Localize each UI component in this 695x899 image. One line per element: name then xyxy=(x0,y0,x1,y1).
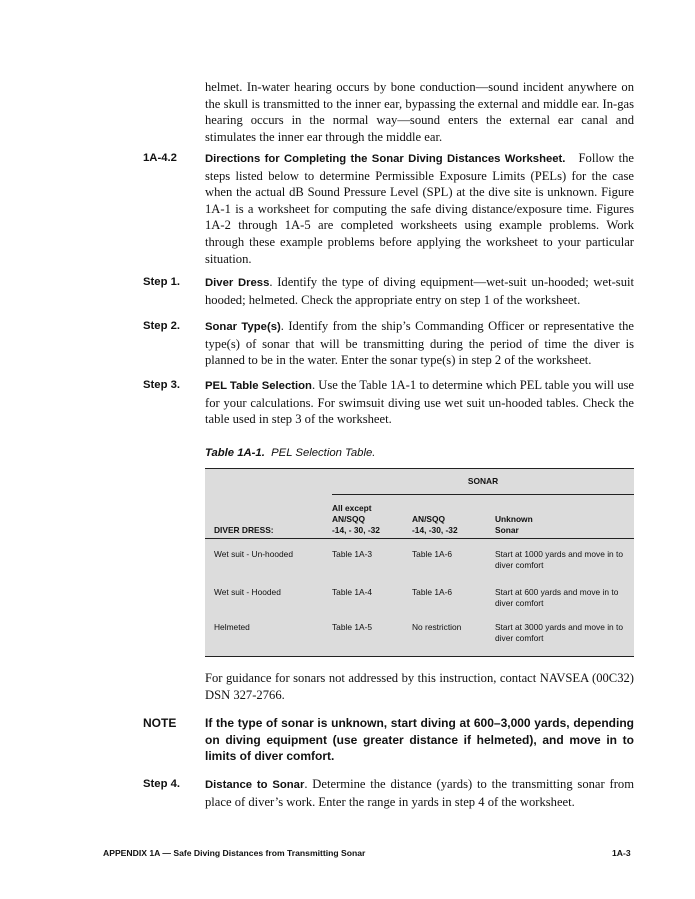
section-number: 1A-4.2 xyxy=(143,152,177,164)
table-caption-title: PEL Selection Table. xyxy=(271,447,376,459)
row-2-an-sqq: Table 1A-6 xyxy=(412,586,453,597)
table-caption xyxy=(205,447,375,459)
col-header-an-sqq: AN/SQQ -14, -30, -32 xyxy=(412,495,495,539)
step-2-text: . Identify from the ship’s Commanding Officer or representative the type(s) of sonar that will be transmitting during the period of time the diver is planned to be in the water. Enter the sonar type(s) in step 2 of the worksheet. xyxy=(205,319,634,368)
step-4-paragraph xyxy=(205,776,634,810)
step-1-label: Step 1. xyxy=(143,276,181,288)
table-row xyxy=(205,538,634,574)
row-2-dress: Wet suit - Hooded xyxy=(214,586,281,597)
note-text: If the type of sonar is unknown, start diving at 600–3,000 yards, depending on diving equipment (use greater distance if helmeted), and move in to limits of diver comfort. xyxy=(205,716,634,764)
step-4-label: Step 4. xyxy=(143,778,181,790)
row-2-all-except: Table 1A-4 xyxy=(332,586,373,597)
note-label: NOTE xyxy=(143,716,177,730)
step-3-paragraph xyxy=(205,377,634,428)
intro-paragraph: helmet. In-water hearing occurs by bone conduction—sound incident anywhere on the skull is transmitted to the inner ear, bypassing the external and middle ear. In-gas hearing occurs in the normal way—sound enters the external ear canal and stimulates the inner ear through the middle ear. xyxy=(205,80,634,144)
row-1-all-except: Table 1A-3 xyxy=(332,548,373,559)
step-1-paragraph xyxy=(205,274,634,308)
footer-title: APPENDIX 1A — Safe Diving Distances from Transmitting Sonar xyxy=(103,848,366,858)
row-3-all-except: Table 1A-5 xyxy=(332,609,412,657)
step-4-title: Distance to Sonar xyxy=(205,779,305,791)
col-header-unknown-sonar: Unknown Sonar xyxy=(495,495,634,539)
step-1-text: . Identify the type of diving equipment—wet-suit un-hooded; wet-suit hooded; helmeted. Check the appropriate entry on step 1 of the worksheet. xyxy=(205,275,634,307)
row-3-dress: Helmeted xyxy=(205,609,332,657)
row-3-an-sqq: No restriction xyxy=(412,609,495,657)
pel-selection-table xyxy=(205,468,634,657)
row-1-an-sqq: Table 1A-6 xyxy=(412,548,453,559)
col-header-diver-dress: DIVER DRESS: xyxy=(205,495,332,539)
row-1-unknown: Start at 1000 yards and move in to diver comfort xyxy=(495,548,624,570)
sonar-group-header: SONAR xyxy=(332,469,634,495)
step-2-title: Sonar Type(s) xyxy=(205,321,281,333)
step-1-title: Diver Dress xyxy=(205,277,270,289)
section-paragraph xyxy=(205,150,634,267)
table-row xyxy=(205,574,634,609)
step-4-text: . Determine the distance (yards) to the transmitting sonar from place of diver’s work. Enter the range in yards in step 4 of the worksheet. xyxy=(205,777,634,809)
step-2-label: Step 2. xyxy=(143,320,181,332)
table-row xyxy=(205,609,634,657)
step-2-paragraph xyxy=(205,318,634,369)
step-3-text: . Use the Table 1A-1 to determine which PEL table you will use for your calculations. For swimsuit diving use wet suit un-hooded tables. Check the table used in step 3 of the worksheet. xyxy=(205,378,634,427)
footer-page-number: 1A-3 xyxy=(612,848,631,858)
row-2-unknown: Start at 600 yards and move in to diver comfort xyxy=(495,586,619,608)
step-3-title: PEL Table Selection xyxy=(205,380,312,392)
section-heading: Directions for Completing the Sonar Diving Distances Worksheet. xyxy=(205,153,566,165)
row-3-unknown: Start at 3000 yards and move in to diver comfort xyxy=(495,609,634,657)
col-header-all-except: All except AN/SQQ -14, - 30, -32 xyxy=(332,495,412,539)
guidance-paragraph: For guidance for sonars not addressed by this instruction, contact NAVSEA (00C32) DSN 327-2766. xyxy=(205,671,634,702)
section-text: Follow the steps listed below to determine Permissible Exposure Limits (PELs) for the case when the actual dB Sound Pressure Level (SPL) at the dive site is unknown. Figure 1A-1 is a worksheet for computing the safe diving distance/exposure time. Figures 1A-2 through 1A-5 are completed worksheets using example problems. Work through these example problems before applying the worksheet to your particular situation. xyxy=(205,151,634,266)
row-1-dress: Wet suit - Un-hooded xyxy=(214,548,293,559)
step-3-label: Step 3. xyxy=(143,379,181,391)
table-caption-number: Table 1A-1. xyxy=(205,447,265,459)
